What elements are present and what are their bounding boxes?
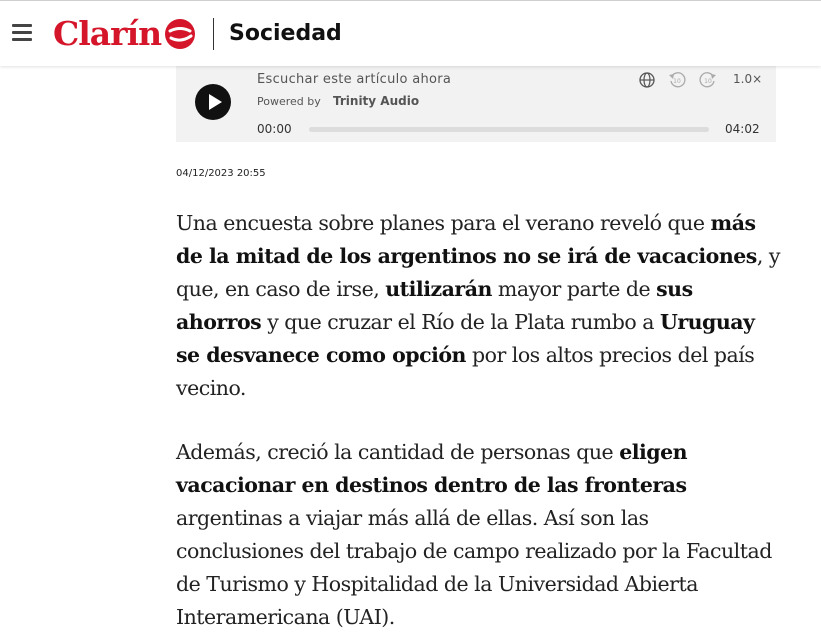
forward-10-icon[interactable] bbox=[699, 71, 717, 89]
globe-icon[interactable] bbox=[638, 71, 656, 89]
clarin-logo[interactable] bbox=[53, 15, 197, 53]
rewind-10-icon[interactable] bbox=[668, 71, 686, 89]
text-segment: y que cruzar el Río de la Plata rumbo a bbox=[261, 310, 660, 334]
bold-text-segment: Uruguay se desvanece como opción bbox=[176, 310, 755, 367]
article-paragraph bbox=[176, 207, 780, 405]
text-segment: , y que, en caso de irse, bbox=[176, 244, 780, 301]
section-title[interactable]: Sociedad bbox=[229, 21, 342, 46]
publish-date: 04/12/2023 20:55 bbox=[176, 168, 266, 179]
bold-text-segment: sus ahorros bbox=[176, 277, 693, 334]
total-time: 04:02 bbox=[725, 122, 760, 136]
play-icon bbox=[195, 84, 231, 120]
svg-text:10: 10 bbox=[704, 78, 712, 85]
article-paragraph bbox=[176, 436, 780, 634]
progress-bar[interactable] bbox=[309, 127, 709, 132]
hamburger-menu-icon[interactable] bbox=[12, 24, 32, 42]
logo-mark-icon bbox=[163, 17, 197, 51]
player-title: Escuchar este artículo ahora bbox=[257, 72, 452, 87]
text-segment: Una encuesta sobre planes para el verano reveló que bbox=[176, 211, 711, 235]
bold-text-segment: utilizarán bbox=[385, 277, 492, 301]
svg-text:10: 10 bbox=[673, 78, 681, 85]
playback-speed-button[interactable]: 1.0× bbox=[733, 72, 763, 86]
site-header bbox=[0, 0, 821, 66]
bold-text-segment: eligen vacacionar en destinos dentro de las fronteras bbox=[176, 440, 688, 497]
current-time: 00:00 bbox=[257, 122, 292, 136]
article-body bbox=[176, 207, 780, 634]
bold-text-segment: más de la mitad de los argentinos no se irá de vacaciones bbox=[176, 211, 757, 268]
text-segment: Además, creció la cantidad de personas que bbox=[176, 440, 620, 464]
play-button[interactable] bbox=[195, 84, 231, 120]
logo-text: Clarín bbox=[53, 14, 162, 53]
powered-by-label: Powered by bbox=[257, 95, 321, 108]
text-segment: argentinas a viajar más allá de ellas. Así son las conclusiones del trabajo de campo realizado por la Facultad de Turismo y Hospitalidad de la Universidad Abierta Interamericana (UAI). bbox=[176, 506, 772, 629]
audio-player bbox=[176, 66, 776, 142]
text-segment: mayor parte de bbox=[491, 277, 657, 301]
header-divider bbox=[213, 18, 214, 50]
trinity-audio-brand[interactable]: Trinity Audio bbox=[333, 94, 420, 108]
text-segment: por los altos precios del país vecino. bbox=[176, 343, 755, 400]
